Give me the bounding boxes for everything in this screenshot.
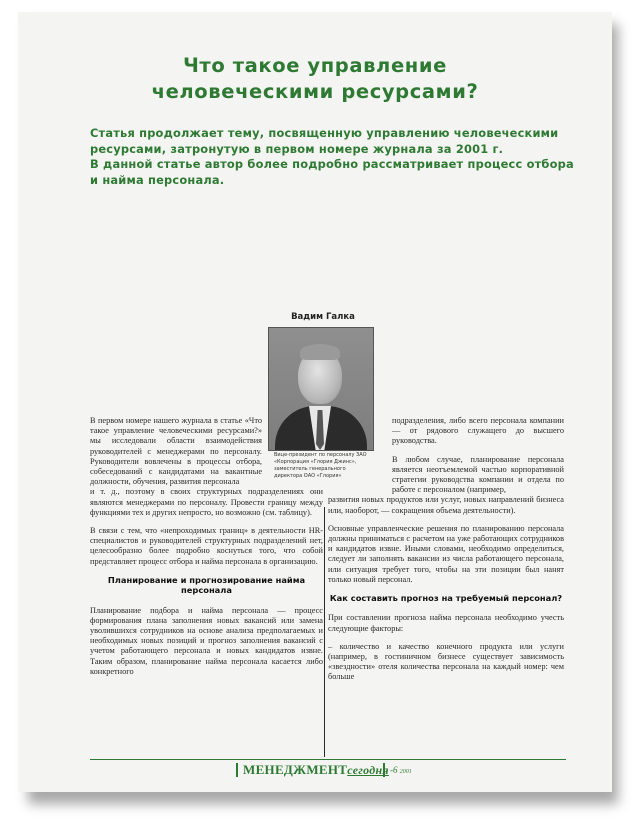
page-number (390, 765, 412, 775)
photo-hair (300, 344, 340, 360)
magazine-page (18, 12, 612, 792)
footer-bar-left (236, 763, 238, 777)
right-paragraph-2b: развития новых продуктов или услуг, новых направлений бизнеса или, наоборот, — сокращения объема деятельности). (328, 495, 564, 515)
logo-sub: сегодня (347, 763, 389, 777)
lead-paragraph-2: В данной статье автор более подробно рассматривает процесс отбора и найма персонала. (90, 157, 574, 187)
article-title-line-1: Что такое управление (183, 54, 447, 77)
right-paragraph-2a: В любом случае, планирование персонала является неотъемлемой частью корпоративной стратегии руководства компании и отдела по работе с персоналом (например, (392, 454, 564, 495)
page-number-value: -6 (390, 765, 398, 775)
text-column-right (328, 416, 564, 691)
left-paragraph-2: В связи с тем, что «непроходимых границ» в деятельности HR-специалистов и руководителей структурных подразделений нет, целесообразно более подробно коснуться того, что собой представляет процесс отбора и найма персонала в организацию. (90, 526, 323, 566)
left-paragraph-3: Планирование подбора и найма персонала — процесс формирования плана заполнения новых вакансий или замена уволившихся сотрудников на основе анализа предполагаемых и необходимых новых позиций и прогноз заполнения вакансий с учетом работающего персонала и новых кандидатов извне. Таким образом, планирование найма персонала касается либо конкретного (90, 605, 323, 676)
magazine-logo (243, 762, 389, 778)
left-paragraph-1b: и т. д., поэтому в своих структурных подразделениях они являются менеджерами по персоналу. Провести границу между функциями тех и других непросто, но возможно (см. таблицу). (90, 487, 323, 517)
article-lead (90, 126, 580, 188)
left-subheading: Планирование и прогнозирование найма персонала (107, 574, 306, 596)
article-title-line-2: человеческими ресурсами? (151, 80, 479, 103)
column-divider (324, 507, 325, 757)
footer-rule (90, 759, 566, 760)
right-paragraph-4: При составлении прогноза найма персонала необходимо учесть следующие факторы: (328, 613, 564, 633)
logo-main: МЕНЕДЖМЕНТ (243, 762, 348, 777)
lead-paragraph-1: Статья продолжает тему, посвященную управлению человеческими ресурсами, затронутую в первом номере журнала за 2001 г. (90, 126, 559, 156)
right-subheading: Как составить прогноз на требуемый персонал? (329, 593, 563, 604)
right-paragraph-3: Основные управленческие решения по планированию персонала должны приниматься с расчетом на уже работающих сотрудников и кандидатов извне. Иными словами, необходимо определиться, следует ли заполнять вакансии из числа работающего персонала, или ситуация требует того, чтобы на эти позиции был нанят только новый персонал. (328, 523, 564, 584)
right-list-item: – количество и качество конечного продукта или услуги (например, в гостиничном бизнесе существует зависимость «звездности» отеля количества персонала на каждый номер: чем больше (328, 641, 564, 682)
right-paragraph-1: подразделения, либо всего персонала компании — от рядового служащего до высшего руководства. (392, 416, 564, 446)
article-title (18, 53, 612, 105)
issue-year: 2001 (399, 769, 412, 775)
text-column-left (90, 416, 323, 685)
author-name: Вадим Галка (291, 312, 355, 322)
left-paragraph-1a: В первом номере нашего журнала в статье «Что такое управление человеческими ресурсами?» мы исследовали области взаимодействия руководителей с менеджерами по персоналу. Руководители вовлечены в процессы отбора, собеседований с кандидатами на вакантные должности, обучения, развития персонала (90, 416, 262, 487)
photo-caption: Вице-президент по персоналу ЗАО «Корпорация «Глория Джинс», заместитель генерального директора ОАО «Глория» (274, 452, 367, 479)
